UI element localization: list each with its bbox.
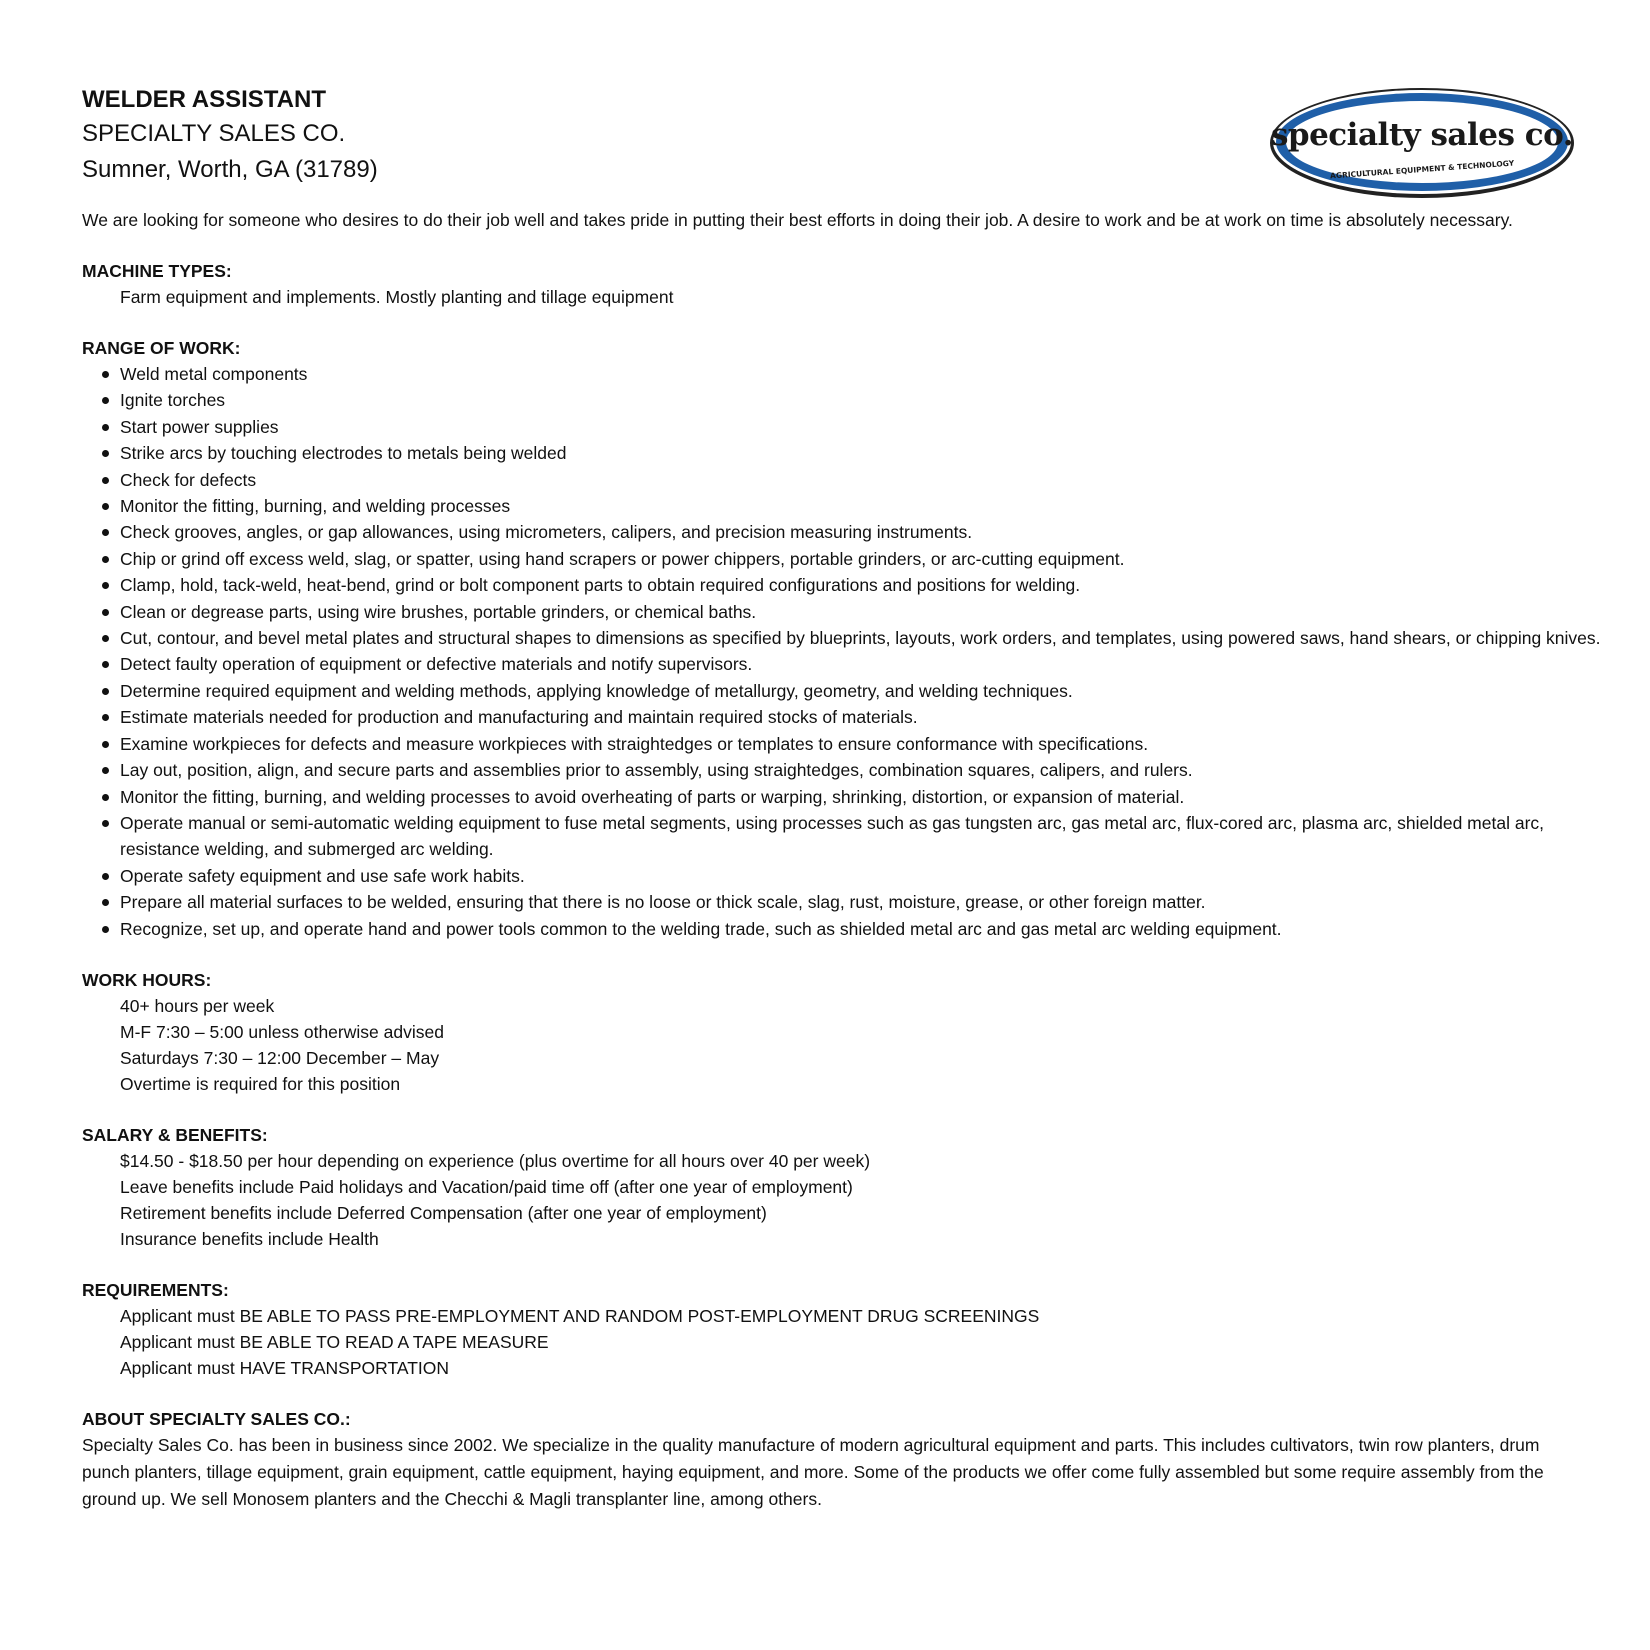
work-hours-line: 40+ hours per week bbox=[120, 995, 275, 1016]
range-of-work-list bbox=[82, 361, 1601, 942]
list-item-text: Examine workpieces for defects and measure workpieces with straightedges or templates to ensure conformance with specifications. bbox=[120, 733, 1149, 754]
requirement-line: Applicant must BE ABLE TO PASS PRE-EMPLOYMENT AND RANDOM POST-EMPLOYMENT DRUG SCREENINGS bbox=[120, 1305, 1040, 1326]
list-item-text: Operate manual or semi-automatic welding equipment to fuse metal segments, using processes such as gas tungsten arc, gas metal arc, flux-cored arc, plasma arc, shielded metal arc, resistance welding, and submerged arc welding. bbox=[120, 812, 1545, 860]
list-item bbox=[120, 519, 1620, 545]
list-item bbox=[120, 546, 1620, 572]
range-of-work-heading: RANGE OF WORK: bbox=[82, 338, 241, 358]
list-item-text: Chip or grind off excess weld, slag, or spatter, using hand scrapers or power chippers, portable grinders, or arc-cutting equipment. bbox=[120, 548, 1125, 569]
job-posting bbox=[82, 84, 1601, 1513]
bullet-icon bbox=[102, 661, 109, 668]
bullet-icon bbox=[102, 529, 109, 536]
list-item-text: Ignite torches bbox=[120, 390, 226, 411]
work-hours-heading: WORK HOURS: bbox=[82, 969, 212, 990]
bullet-icon bbox=[102, 873, 109, 880]
bullet-icon bbox=[102, 450, 109, 457]
list-item-text: Lay out, position, align, and secure parts and assemblies prior to assembly, using straightedges, combination squares, calipers, and rulers. bbox=[120, 760, 1193, 781]
list-item bbox=[120, 784, 1620, 810]
list-item bbox=[120, 361, 1620, 387]
job-location: Sumner, Worth, GA (31789) bbox=[82, 156, 378, 183]
salary-benefits-line: Retirement benefits include Deferred Compensation (after one year of employment) bbox=[120, 1202, 767, 1223]
salary-benefits-section bbox=[82, 1148, 1572, 1252]
requirement-line: Applicant must HAVE TRANSPORTATION bbox=[120, 1357, 450, 1378]
bullet-icon bbox=[102, 820, 109, 827]
work-hours-line: M-F 7:30 – 5:00 unless otherwise advised bbox=[120, 1021, 444, 1042]
bullet-icon bbox=[102, 582, 109, 589]
machine-types-section bbox=[82, 284, 1572, 310]
work-hours-line: Saturdays 7:30 – 12:00 December – May bbox=[120, 1047, 440, 1068]
list-item bbox=[120, 387, 1620, 413]
list-item bbox=[120, 599, 1620, 625]
list-item-text: Monitor the fitting, burning, and welding processes to avoid overheating of parts or warping, shrinking, distortion, or expansion of material. bbox=[120, 786, 1185, 807]
list-item bbox=[120, 731, 1620, 757]
bullet-icon bbox=[102, 397, 109, 404]
company-name: SPECIALTY SALES CO. bbox=[82, 120, 346, 147]
about-paragraph: Specialty Sales Co. has been in business since 2002. We specialize in the quality manufacture of modern agricultural equipment and parts. This includes cultivators, twin row planters, drum punch planters, tillage equipment, grain equipment, cattle equipment, haying equipment, and more. Some of the products we offer come fully assembled but some require assembly from the ground up. We sell Monosem planters and the Checchi & Magli transplanter line, among others. bbox=[82, 1434, 1544, 1509]
logo-wordmark: specialty sales co. bbox=[1270, 117, 1574, 153]
list-item-text: Cut, contour, and bevel metal plates and structural shapes to dimensions as specified by blueprints, layouts, work orders, and templates, using powered saws, hand shears, or chipping knives. bbox=[120, 628, 1601, 649]
list-item-text: Start power supplies bbox=[120, 416, 279, 437]
list-item-text: Recognize, set up, and operate hand and power tools common to the welding trade, such as shielded metal arc and gas metal arc welding equipment. bbox=[120, 918, 1282, 939]
work-hours-line: Overtime is required for this position bbox=[120, 1073, 401, 1094]
list-item bbox=[120, 572, 1620, 598]
list-item-text: Check grooves, angles, or gap allowances, using micrometers, calipers, and precision measuring instruments. bbox=[120, 522, 973, 543]
list-item bbox=[120, 678, 1620, 704]
list-item bbox=[120, 889, 1620, 915]
list-item-text: Monitor the fitting, burning, and welding processes bbox=[120, 496, 511, 517]
list-item-text: Strike arcs by touching electrodes to metals being welded bbox=[120, 443, 567, 464]
bullet-icon bbox=[102, 635, 109, 642]
list-item bbox=[120, 810, 1620, 863]
salary-benefits-line: $14.50 - $18.50 per hour depending on experience (plus overtime for all hours over 40 per week) bbox=[120, 1150, 871, 1171]
intro-paragraph: We are looking for someone who desires to do their job well and takes pride in putting their best efforts in doing their job. A desire to work and be at work on time is absolutely necessary. bbox=[82, 210, 1513, 230]
list-item bbox=[120, 625, 1620, 651]
machine-types-text: Farm equipment and implements. Mostly planting and tillage equipment bbox=[120, 287, 674, 307]
job-title: WELDER ASSISTANT bbox=[82, 86, 326, 113]
list-item bbox=[120, 916, 1620, 942]
list-item-text: Clean or degrease parts, using wire brushes, portable grinders, or chemical baths. bbox=[120, 601, 757, 622]
list-item bbox=[120, 757, 1620, 783]
bullet-icon bbox=[102, 556, 109, 563]
list-item-text: Clamp, hold, tack-weld, heat-bend, grind or bolt component parts to obtain required configurations and positions for welding. bbox=[120, 575, 1081, 596]
requirements-section bbox=[82, 1303, 1572, 1381]
list-item bbox=[120, 493, 1620, 519]
bullet-icon bbox=[102, 503, 109, 510]
bullet-icon bbox=[102, 899, 109, 906]
list-item-text: Check for defects bbox=[120, 469, 257, 490]
list-item bbox=[120, 863, 1620, 889]
list-item bbox=[120, 440, 1620, 466]
list-item-text: Operate safety equipment and use safe work habits. bbox=[120, 865, 525, 886]
bullet-icon bbox=[102, 609, 109, 616]
bullet-icon bbox=[102, 794, 109, 801]
bullet-icon bbox=[102, 477, 109, 484]
list-item-text: Weld metal components bbox=[120, 364, 308, 384]
list-item-text: Prepare all material surfaces to be welded, ensuring that there is no loose or thick scale, slag, rust, moisture, grease, or other foreign matter. bbox=[120, 892, 1206, 913]
logo-tagline: AGRICULTURAL EQUIPMENT & TECHNOLOGY bbox=[1329, 158, 1515, 181]
list-item bbox=[120, 414, 1620, 440]
requirements-heading: REQUIREMENTS: bbox=[82, 1279, 229, 1300]
bullet-icon bbox=[102, 424, 109, 431]
list-item bbox=[120, 704, 1620, 730]
work-hours-section bbox=[82, 993, 1572, 1097]
requirement-line: Applicant must BE ABLE TO READ A TAPE MEASURE bbox=[120, 1331, 549, 1352]
list-item bbox=[120, 651, 1620, 677]
bullet-icon bbox=[102, 926, 109, 933]
salary-benefits-line: Insurance benefits include Health bbox=[120, 1228, 379, 1249]
list-item-text: Detect faulty operation of equipment or defective materials and notify supervisors. bbox=[120, 654, 753, 675]
bullet-icon bbox=[102, 371, 109, 378]
salary-benefits-heading: SALARY & BENEFITS: bbox=[82, 1124, 268, 1145]
list-item-text: Determine required equipment and welding methods, applying knowledge of metallurgy, geometry, and welding techniques. bbox=[120, 680, 1073, 701]
list-item bbox=[120, 467, 1620, 493]
bullet-icon bbox=[102, 714, 109, 721]
bullet-icon bbox=[102, 741, 109, 748]
bullet-icon bbox=[102, 688, 109, 695]
machine-types-heading: MACHINE TYPES: bbox=[82, 261, 232, 281]
bullet-icon bbox=[102, 767, 109, 774]
list-item-text: Estimate materials needed for production and manufacturing and maintain required stocks of materials. bbox=[120, 707, 918, 728]
salary-benefits-line: Leave benefits include Paid holidays and Vacation/paid time off (after one year of employment) bbox=[120, 1176, 853, 1197]
about-heading: ABOUT SPECIALTY SALES CO.: bbox=[82, 1408, 351, 1429]
